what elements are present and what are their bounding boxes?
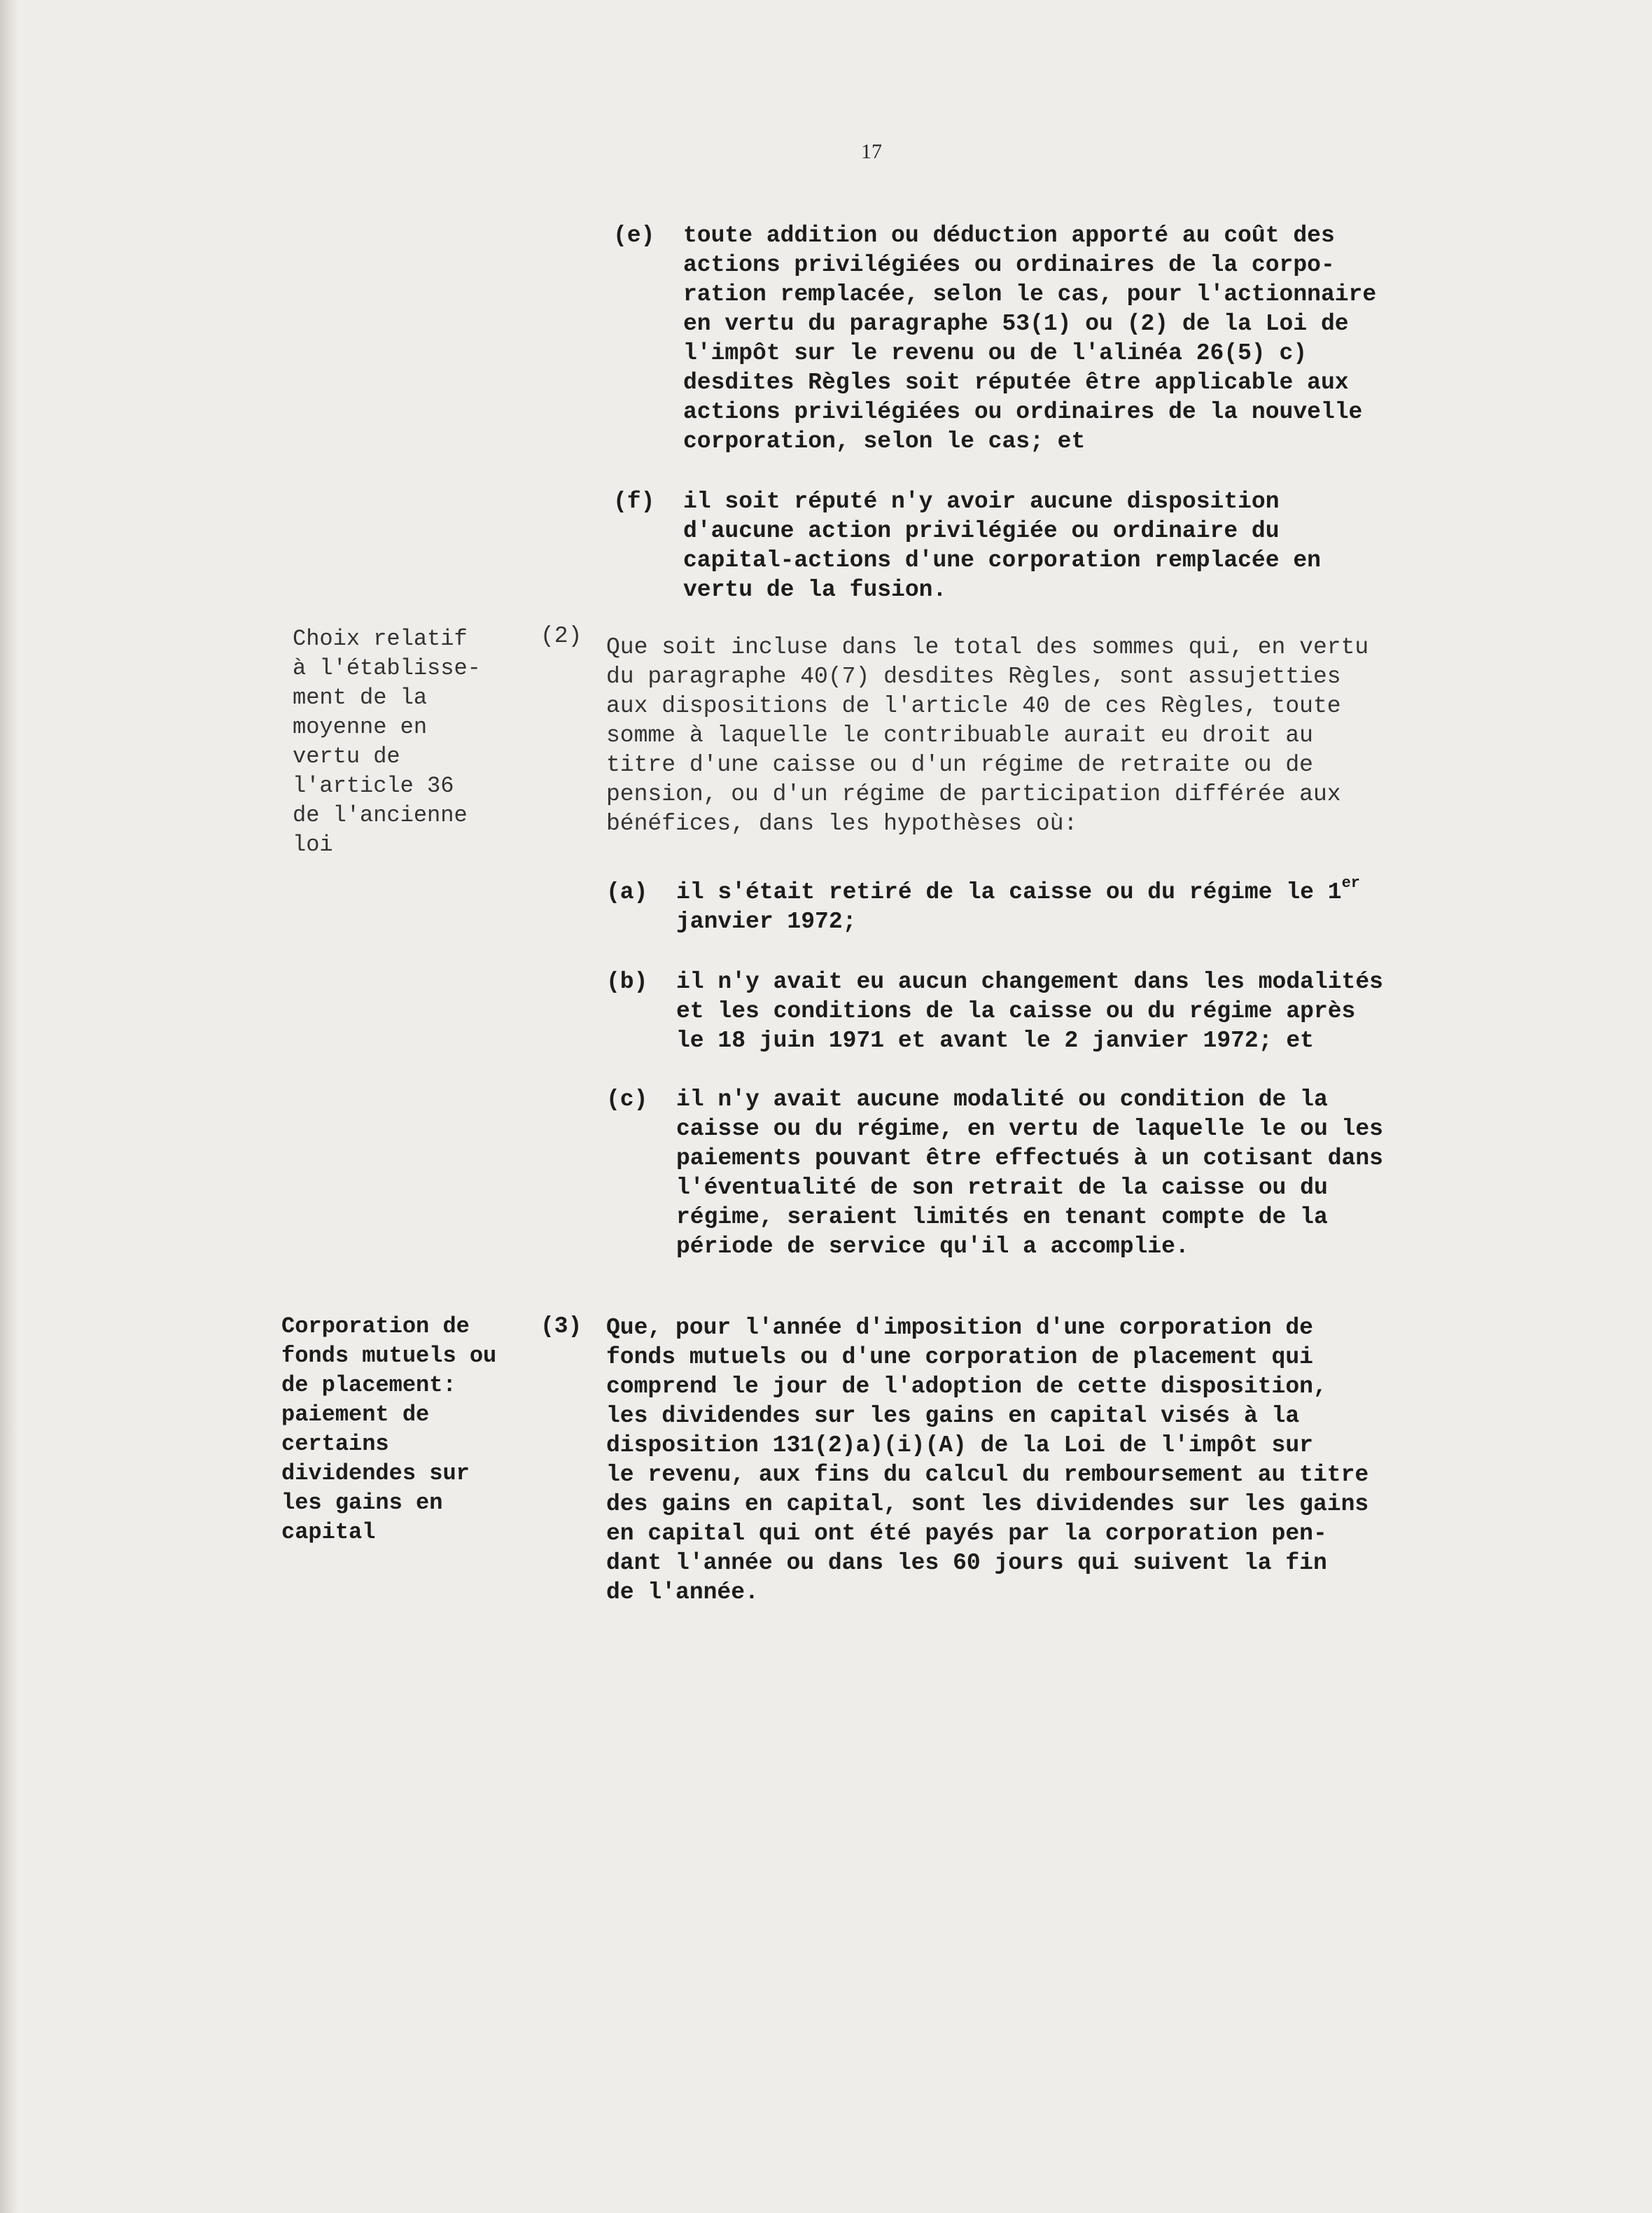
- text-line: du paragraphe 40(7) desdites Règles, sont assujetties: [606, 664, 1341, 690]
- text-line: corporation, selon le cas; et: [683, 428, 1086, 454]
- text-line: le 18 juin 1971 et avant le 2 janvier 1972; et: [676, 1028, 1314, 1054]
- section-2-sub-b-label: (b): [606, 969, 648, 995]
- section-2-text: [606, 633, 1368, 839]
- margin-note-line: vertu de: [293, 744, 400, 769]
- margin-note-line: dividendes sur: [281, 1460, 470, 1486]
- text-line: il soit réputé n'y avoir aucune disposition: [683, 489, 1280, 515]
- text-line: actions privilégiées ou ordinaires de la nouvelle: [683, 399, 1363, 425]
- text-line: bénéfices, dans les hypothèses où:: [606, 811, 1078, 837]
- item-f-label: (f): [613, 489, 655, 515]
- section-3-text: [606, 1313, 1368, 1607]
- text-line: les dividendes sur les gains en capital visés à la: [606, 1403, 1300, 1429]
- text-line: desdites Règles soit réputée être applicable aux: [683, 370, 1349, 396]
- margin-note-line: paiement de: [281, 1402, 430, 1427]
- margin-note-line: Choix relatif: [293, 626, 468, 652]
- text-line: disposition 131(2)a)(i)(A) de la Loi de l'impôt sur: [606, 1432, 1313, 1458]
- section-2-sub-a-label: (a): [606, 879, 648, 905]
- text-line: en capital qui ont été payés par la corporation pen-: [606, 1521, 1327, 1547]
- section-2-sub-a-line-1: il s'était retiré de la caisse ou du régime le 1er: [676, 874, 1360, 905]
- text-line: caisse ou du régime, en vertu de laquelle le ou les: [676, 1116, 1383, 1142]
- text-line: l'éventualité de son retrait de la caisse ou du: [676, 1175, 1328, 1201]
- text-line: paiements pouvant être effectués à un cotisant dans: [676, 1145, 1383, 1171]
- margin-note-line: loi: [293, 832, 333, 858]
- text-line: en vertu du paragraphe 53(1) ou (2) de la Loi de: [683, 311, 1349, 337]
- section-3-number: (3): [540, 1313, 582, 1339]
- margin-note-line: l'article 36: [293, 773, 454, 799]
- section-2-sub-c-label: (c): [606, 1087, 648, 1112]
- text-line: Que soit incluse dans le total des sommes qui, en vertu: [606, 634, 1369, 660]
- text-line: actions privilégiées ou ordinaires de la corpo-: [683, 252, 1335, 278]
- text-line: somme à laquelle le contribuable aurait eu droit au: [606, 722, 1313, 748]
- section-2-sub-b-text: [676, 968, 1383, 1056]
- text-line: titre d'une caisse ou d'un régime de retraite ou de: [606, 752, 1313, 778]
- text-line: de l'année.: [606, 1579, 759, 1605]
- margin-note-line: moyenne en: [293, 714, 428, 740]
- margin-note-line: de placement:: [281, 1372, 456, 1398]
- text-line: l'impôt sur le revenu ou de l'alinéa 26(5) c): [683, 340, 1308, 366]
- section-2-number: (2): [540, 623, 582, 649]
- page-edge-shadow: [0, 0, 18, 2213]
- text-line: pension, ou d'un régime de participation différée aux: [606, 781, 1341, 807]
- margin-note-line: fonds mutuels ou: [281, 1343, 497, 1369]
- item-e-label: (e): [613, 223, 655, 249]
- text-line: le revenu, aux fins du calcul du remboursement au titre: [606, 1462, 1369, 1488]
- text-line: régime, seraient limités en tenant compte de la: [676, 1204, 1328, 1230]
- text-line: dant l'année ou dans les 60 jours qui suivent la fin: [606, 1550, 1327, 1576]
- text-line: d'aucune action privilégiée ou ordinaire du: [683, 518, 1280, 544]
- margin-note-line: de l'ancienne: [293, 802, 468, 828]
- text-line: toute addition ou déduction apporté au coût des: [683, 223, 1335, 249]
- item-e-text: [683, 221, 1376, 456]
- margin-note-line: Corporation de: [281, 1313, 470, 1339]
- margin-note-line: les gains en: [281, 1490, 443, 1516]
- section-2-sub-a-line-2: janvier 1972;: [676, 909, 857, 935]
- text-line: comprend le jour de l'adoption de cette disposition,: [606, 1374, 1327, 1399]
- text-line: il n'y avait eu aucun changement dans les modalités: [676, 969, 1383, 995]
- margin-note-line: capital: [281, 1519, 376, 1545]
- text-line: et les conditions de la caisse ou du régime après: [676, 998, 1356, 1024]
- section-2-sub-c-text: [676, 1085, 1383, 1262]
- text-line: ration remplacée, selon le cas, pour l'actionnaire: [683, 281, 1377, 307]
- text-line: période de service qu'il a accomplie.: [676, 1234, 1189, 1259]
- margin-note-section-2: [293, 624, 481, 860]
- text-line: fonds mutuels ou d'une corporation de placement qui: [606, 1344, 1313, 1370]
- margin-note-line: certains: [281, 1431, 389, 1457]
- text-line: des gains en capital, sont les dividendes sur les gains: [606, 1491, 1369, 1517]
- text-line: Que, pour l'année d'imposition d'une corporation de: [606, 1315, 1313, 1341]
- page-number: 17: [861, 140, 882, 163]
- text-line: capital-actions d'une corporation remplacée en: [683, 547, 1321, 573]
- margin-note-section-3: [281, 1312, 496, 1547]
- item-f-text: [683, 487, 1321, 605]
- margin-note-line: ment de la: [293, 685, 428, 711]
- margin-note-line: à l'établisse-: [293, 655, 481, 681]
- text-line: il n'y avait aucune modalité ou condition de la: [676, 1087, 1328, 1112]
- text-line: aux dispositions de l'article 40 de ces Règles, toute: [606, 693, 1341, 719]
- text-line: vertu de la fusion.: [683, 577, 947, 603]
